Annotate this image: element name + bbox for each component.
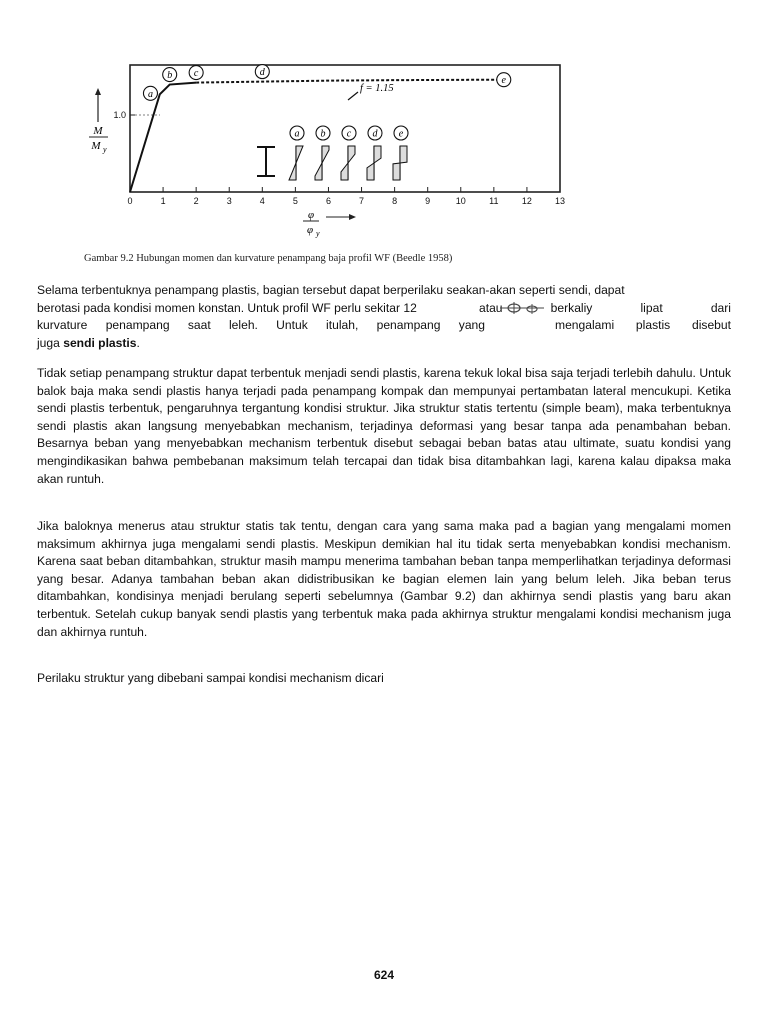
x-axis-label-denominator-sub: y xyxy=(316,229,320,238)
paragraph-1-line-4-pre: juga xyxy=(37,335,64,350)
shape-factor-label: f = 1.15 xyxy=(360,83,394,94)
x-tick-label: 11 xyxy=(489,196,499,206)
stress-d-block xyxy=(367,146,381,180)
moment-curvature-chart xyxy=(60,30,590,270)
stress-distribution-diagrams xyxy=(289,126,408,180)
paragraph-1-line-3 xyxy=(37,317,731,335)
wf-section-icon xyxy=(257,147,275,176)
point-b-label: b xyxy=(167,70,173,82)
paragraph-1 xyxy=(37,282,731,352)
stress-b-label: b xyxy=(320,128,326,140)
y-axis-label-numerator: M xyxy=(93,125,103,137)
x-tick-label: 2 xyxy=(193,196,199,206)
paragraph-2: Tidak setiap penampang struktur dapat terbentuk menjadi sendi plastis, karena tekuk lokal bisa saja terjadi terlebih dahulu. Untuk balok baja maka sendi plastis hanya terjadi pada penampang kompak dan mempunyai pertambatan lateral mencukupi. Ketika sendi plastis terbentuk, pengaruhnya tergantung kondisi struktur. Jika struktur statis tertentu (simple beam), maka terbentuknya sendi plastis akan langsung menyebabkan mechanism, terjadinya deformasi yang besar tanpa ada penambahan beban. Besarnya beban yang menyebabkan mechanism terbentuk disebut sebagai beban batas atau ultimate, suatu kondisi yang mengindikasikan bahwa pembebanan maksimum telah tercapai dan tidak bisa ditambahkan lagi, karena kalau dipaksa maka akan runtuh. xyxy=(37,366,731,486)
x-tick-label: 9 xyxy=(425,196,431,206)
point-c-label: c xyxy=(193,68,199,80)
x-tick-label: 3 xyxy=(226,196,232,206)
page-number: 624 xyxy=(373,968,395,982)
y-axis-arrowhead xyxy=(95,88,101,95)
paragraph-1-line-2 xyxy=(37,300,731,318)
x-tick-label: 13 xyxy=(554,196,566,206)
stress-b-block xyxy=(315,146,329,180)
paragraph-1-line-1: Selama terbentuknya penampang plastis, bagian tersebut dapat berperilaku seakan-akan seperti sendi, dapat xyxy=(37,283,625,297)
stress-a-label: a xyxy=(294,128,300,140)
paragraph-1-line-4-post: . xyxy=(136,335,140,350)
y-axis-label-denominator-sub: y xyxy=(103,145,107,154)
point-e-label: e xyxy=(501,75,506,87)
x-tick-label: 12 xyxy=(521,196,532,206)
shape-factor-leader xyxy=(348,92,358,100)
moment-curvature-curve xyxy=(130,83,196,192)
figure-caption: Gambar 9.2 Hubungan momen dan kurvature penampang baja profil WF (Beedle 1958) xyxy=(84,253,453,264)
point-a-label: a xyxy=(147,88,153,100)
paragraph-1-line-2-right: atau berkaliy lipat dari xyxy=(479,300,731,315)
y-axis-label-denominator: M xyxy=(91,140,101,152)
moment-curvature-curve-dashed xyxy=(196,80,504,83)
x-tick-label: 6 xyxy=(325,196,331,206)
x-tick-label: 0 xyxy=(127,196,133,206)
paragraph-1-line-4 xyxy=(37,335,731,353)
paragraph-1-line-3-right: mengalami plastis disebut xyxy=(555,318,731,333)
stress-e-block xyxy=(393,146,407,180)
x-tick-label: 4 xyxy=(259,196,265,206)
x-axis-label-denominator: φ xyxy=(306,224,314,236)
stress-c-block xyxy=(341,146,355,180)
stress-c-label: c xyxy=(346,128,352,140)
x-tick-label: 5 xyxy=(292,196,298,206)
stress-e-label: e xyxy=(398,128,404,140)
sendi-plastis-term: sendi plastis xyxy=(63,335,137,350)
x-axis-ticks xyxy=(127,187,565,206)
paragraph-3: Jika baloknya menerus atau struktur statis tak tentu, dengan cara yang sama maka pad a bagian yang mengalami momen maksimum akhirnya juga mengalami sendi plastis. Meskipun demikian hal itu tidak serta menyebabkan kondisi mechanism. Karena saat beban ditambahkan, struktur masih mampu menerima tambahan beban tanpa memperlihatkan terjadinya deformasi yang besar. Adanya tambahan beban akan didistribusikan ke bagian elemen lain yang belum leleh. Jika beban terus ditambahkan, kondisinya menjadi berulang seperti sebelumnya (Gambar 9.2) dan akhirnya sendi plastis yang baru akan terbentuk. Setelah cukup banyak sendi plastis yang terbentuk maka pada akhirnya struktur mengalami kondisi mechanism juga dan akhirnya runtuh. xyxy=(37,519,731,639)
stress-d-label: d xyxy=(372,128,378,140)
x-axis-arrowhead xyxy=(349,214,356,220)
y-tick-label: 1.0 xyxy=(113,110,126,120)
x-tick-label: 10 xyxy=(455,196,466,206)
paragraph-1-line-3-left: kurvature penampang saat leleh. Untuk itulah, penampang yang xyxy=(37,318,485,333)
x-tick-label: 7 xyxy=(359,196,365,206)
paragraph-4: Perilaku struktur yang dibebani sampai kondisi mechanism dicari xyxy=(37,671,384,685)
phi-ratio-inline-icon xyxy=(498,300,548,316)
x-axis-label-numerator: φ xyxy=(307,209,315,221)
paragraph-1-line-2-left: berotasi pada kondisi momen konstan. Untuk profil WF perlu sekitar 12 xyxy=(37,300,417,315)
point-d-label: d xyxy=(259,67,265,79)
x-tick-label: 8 xyxy=(392,196,398,206)
x-tick-label: 1 xyxy=(160,196,166,206)
stress-a-block xyxy=(289,146,303,180)
moment-curvature-figure xyxy=(60,30,590,270)
